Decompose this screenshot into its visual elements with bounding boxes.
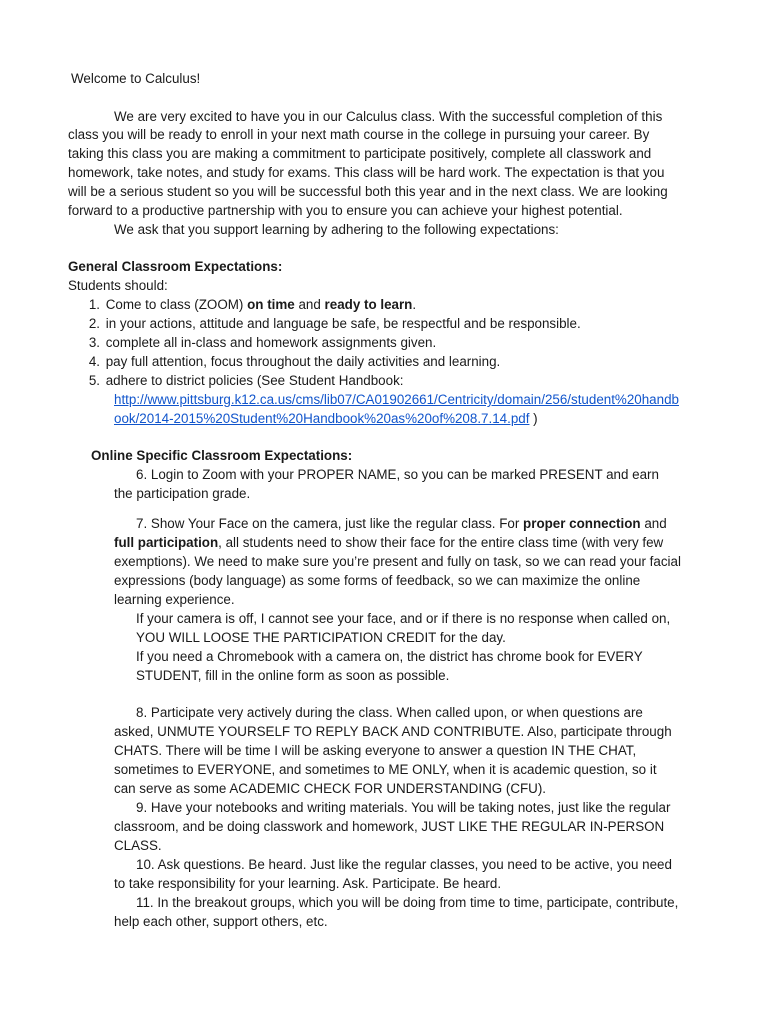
item-10-line: to take responsibility for your learning. Ask. Participate. Be heard. <box>114 876 502 891</box>
item-7-line: expressions (body language) as some forms of feedback, so we can maximize the online <box>114 573 641 588</box>
item-7-line: 7. Show Your Face on the camera, just like the regular class. For proper connection and <box>136 516 667 531</box>
item-9-line: classroom, and be doing classwork and homework, JUST LIKE THE REGULAR IN-PERSON <box>114 819 665 834</box>
item-7-note: If you need a Chromebook with a camera on, the district has chrome book for EVERY <box>136 649 643 664</box>
handbook-link-line: ook/2014-2015%20Student%20Handbook%20as%20of%208.7.14.pdf ) <box>114 411 538 426</box>
item-8-line: 8. Participate very actively during the class. When called upon, or when questions are <box>136 705 643 720</box>
online-heading: Online Specific Classroom Expectations: <box>91 448 353 463</box>
intro-line: We are very excited to have you in our Calculus class. With the successful completion of this <box>114 109 663 124</box>
students-should: Students should: <box>68 278 168 293</box>
handbook-link-continued[interactable]: ook/2014-2015%20Student%20Handbook%20as%20of%208.7.14.pdf <box>114 411 530 426</box>
intro-line: will be a serious student so you will be successful both this year and in the next class. We are looking <box>68 184 668 199</box>
item-6-line: 6. Login to Zoom with your PROPER NAME, so you can be marked PRESENT and earn <box>136 467 659 482</box>
greeting: Welcome to Calculus! <box>71 71 201 86</box>
list-item: 1. Come to class (ZOOM) on time and ready to learn. <box>88 297 417 312</box>
list-item: 5. adhere to district policies (See Student Handbook: <box>88 373 404 388</box>
general-heading: General Classroom Expectations: <box>68 259 283 274</box>
item-7-line: learning experience. <box>114 592 235 607</box>
intro-line: class you will be ready to enroll in your next math course in the college in pursuing your career. By <box>68 127 650 142</box>
item-8-line: CHATS. There will be time I will be asking everyone to answer a question IN THE CHAT, <box>114 743 637 758</box>
item-8-line: can serve as some ACADEMIC CHECK FOR UNDERSTANDING (CFU). <box>114 781 547 796</box>
item-7-note: STUDENT, fill in the online form as soon as possible. <box>136 668 450 683</box>
item-11-line: help each other, support others, etc. <box>114 914 328 929</box>
list-item: 2. in your actions, attitude and language be safe, be respectful and be responsible. <box>88 316 581 331</box>
handbook-link-line <box>114 391 679 409</box>
intro-line: homework, take notes, and study for exams. This class will be hard work. The expectation is that you <box>68 165 665 180</box>
item-10-line: 10. Ask questions. Be heard. Just like the regular classes, you need to be active, you need <box>136 857 672 872</box>
handbook-link[interactable]: http://www.pittsburg.k12.ca.us/cms/lib07/CA01902661/Centricity/domain/256/student%20handb <box>114 392 679 407</box>
item-11-line: 11. In the breakout groups, which you will be doing from time to time, participate, contribute, <box>136 895 679 910</box>
item-8-line: sometimes to EVERYONE, and sometimes to ME ONLY, when it is academic question, so it <box>114 762 657 777</box>
intro-ask: We ask that you support learning by adhering to the following expectations: <box>114 222 559 237</box>
item-7-note: YOU WILL LOOSE THE PARTICIPATION CREDIT for the day. <box>136 630 506 645</box>
list-item: 4. pay full attention, focus throughout the daily activities and learning. <box>88 354 501 369</box>
item-9-line: 9. Have your notebooks and writing materials. You will be taking notes, just like the regular <box>136 800 671 815</box>
item-7-line: exemptions). We need to make sure you’re present and fully on task, so we can read your facial <box>114 554 681 569</box>
intro-line: forward to a productive partnership with you to ensure you can achieve your highest potential. <box>68 203 623 218</box>
item-8-line: asked, UNMUTE YOURSELF TO REPLY BACK AND CONTRIBUTE. Also, participate through <box>114 724 672 739</box>
item-7-line: full participation, all students need to show their face for the entire class time (with very few <box>114 535 664 550</box>
list-item: 3. complete all in-class and homework assignments given. <box>88 335 437 350</box>
item-6-line: the participation grade. <box>114 486 251 501</box>
item-7-note: If your camera is off, I cannot see your face, and or if there is no response when called on, <box>136 611 671 626</box>
intro-line: taking this class you are making a commitment to participate positively, complete all classwork and <box>68 146 652 161</box>
item-9-line: CLASS. <box>114 838 162 853</box>
